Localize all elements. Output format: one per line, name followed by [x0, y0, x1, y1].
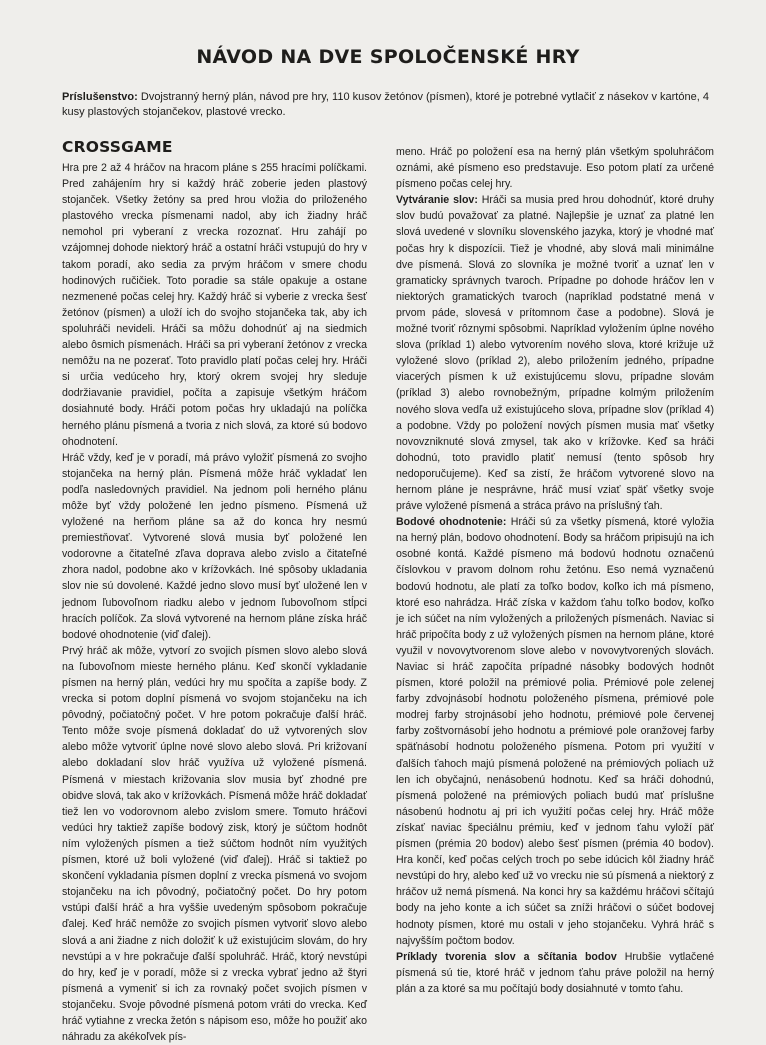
examples-text: Hrubšie vytlačené písmená sú tie, ktoré hráč v jednom ťahu práve položil na herný plán a za ktoré sa mu počítajú body dosiahnuté v tomto ťahu.: [396, 950, 715, 995]
scoring-text: Hráči sú za všetky písmená, ktoré vyložia na herný plán, bodovo ohodnotení. Body sa hráčom pripisujú na ich osobné kontá. Každé písmeno má bodovú hodnotu označenú číslovkou v pravom dolnom rohu žetónu. Eso nemá vyznačenú bodovú hodnotu, ale platí za toľko bodov, koľko ich má písmeno, ktoré eso nahrádza. Hráč získa v každom ťahu toľko bodov, koľko je ich súčet na ním vyložených a priložených písmenách. Naviac si hráč pripočíta body z už vyložených písmen na hernom pláne, ktoré využil v novovytvorenom slove alebo v novovytvorených slovách. Naviac si hráč započíta prípadné násobky bodových hodnôt písmen, ktoré položil na prémiové polia. Prémiové pole zelenej farby zdvojnásobí hodnotu položeného písmena, prémiové pole modrej farby strojnásobí jeho hodnotu, prémiové pole červenej farby zoštvornásobí jeho hodnotu a prémiové pole oranžovej farby späťnásobí hodnotu položeného písmena. Potom pri využití v ďalších ťahoch majú písmená položené na prémiových poliach už len ich obyčajnú, nenásobenú hodnotu. Keď sa hráči dohodnú, písmená položené na prémiových poliach budú mať príslušne násobenú hodnotu aj pri ich využití počas celej hry. Hráč môže získať naviac špeciálnu prémiu, keď v jednom ťahu vyloží päť písmen (prémia 20 bodov) alebo šesť písmen (prémia 40 bodov). Hra končí, keď počas celých troch po sebe idúcich kôl žiadny hráč nevstúpi do hry, alebo keď už vo vrecku nie sú písmená a niektorý z hráčov už nemá písmená. Na konci hry sa každému hráčovi sčítajú body na jeho konte a ich súčet sa zníži hráčovi o súčet bodovej hodnoty písmen, ktoré mu ostali v jeho stojančeku. Vyhrá hráč s najvyšším počtom bodov.: [396, 516, 714, 947]
examples-heading: Príklady tvorenia slov a sčítania bodov: [396, 950, 617, 963]
left-paragraph-1: Hra pre 2 až 4 hráčov na hracom pláne s 255 hracími políčkami. Pred zahájením hry si každý hráč zoberie jeden plastový stojanček. Všetky žetóny sa pred hrou vložia do priloženého plastového vrecka písmenami nadol, aby ich žiadny hráč nemohol pri vyberaní z vrecka rozoznať. Hru zahájí po vzájomnej dohode niektorý hráč a ostatní hráči vstupujú do hry v takom poradí, ako sedia za prvým hráčom v smere chodu hodinových ručičiek. Toto poradie sa stále opakuje a ostane nezmenené počas celej hry. Každý hráč si vyberie z vrecka šesť žetónov (písmen) a uloží ich do svojho stojančeka tak, aby ich spoluhráči nevideli. Hráči sa môžu dohodnúť aj na siedmich alebo ôsmich písmenách. Hráči sa pri vyberaní žetónov z vrecka nemôžu na ne pozerať. Toto pravidlo platí počas celej hry. Hráči si určia vedúceho hry, ktorý okrem svojej hry sleduje dodržiavanie pravidiel, počíta a zapisuje všetkým hráčom dosiahnuté body. Hráči potom počas hry ukladajú na políčka herného plánu písmená a tvoria z nich slová, za ktoré sú bodovo ohodnotení.: [62, 162, 367, 448]
accessories-paragraph: [62, 90, 714, 120]
right-paragraph-examples: [396, 949, 714, 997]
word-creation-text: Hráči sa musia pred hrou dohodnúť, ktoré druhy slov budú považovať za platné. Najlepšie je uznať za platné len slová uvedené v slovníku slovenského jazyka, ktorý je vhodné mať počas hry k dispozícii. Tiež je vhodné, aby slová mali minimálne dve písmená. Slová zo slovníka je možné tvoriť a uznať len v gramaticky správnych tvaroch. Prípadne po dohode hráčov len v niektorých gramatických tvaroch (napríklad podstatné mená v prvom páde, slovesá v prítomnom čase a podobne). Slová je možné tvoriť rôznymi spôsobmi. Napríklad vyložením úplne nového slova (príklad 1) alebo vytvorením nového slova, ktoré križuje už vyložené slovo (príklad 2), alebo priložením jedného, prípadne viacerých písmen k už existujúcemu slovu, prípadne slovám (príklad 3) alebo rovnobežným, prípadne kolmým priložením nového slova vedľa už existujúceho slova, prípadne slov (príklad 4) a podobne. Vždy po položení nových písmen musia mať všetky novovzniknuté slová zmysel, tak ako v krížovke. Keď sa hráči dohodnú, toto pravidlo platiť nemusí (tento spôsob hry nedoporučujeme). Keď sa zistí, že hráčom vytvorené slovo na hernom pláne je nesprávne, hráč musí vziať späť všetky svoje práve vyložené písmená a stráca právo na príslušný ťah.: [396, 194, 714, 513]
accessories-label: Príslušenstvo:: [62, 91, 138, 103]
left-paragraph-3: Prvý hráč ak môže, vytvorí zo svojich písmen slovo alebo slová na ľubovoľnom mieste herného plánu. Keď skončí vykladanie písmen na herný plán, vedúci hry mu spočíta a zapíše body. Z vrecka si potom doplní písmená vo svojom stojančeku na ich pôvodný, počiatočný počet. V hre potom pokračuje ďalší hráč. Tento môže svoje písmená dokladať do už vytvorených slov alebo môže vytvoriť úplne nové slovo alebo slová. Pri križovaní alebo dokladaní slov hráč využíva už vyložené písmená. Písmená v miestach križovania slov musia byť zhodné pre obidve slová, tak ako v krížovkách. Písmená môže hráč dokladať tiež len vo vodorovnom alebo zvislom smere. Tomuto hráčovi vedúci hry taktiež zapíše bodový zisk, ktorý je súčtom hodnôt ním vyložených písmen a tiež súčtom hodnôt ním využitých písmen, ktoré už boli vyložené (viď ďalej). Hráč si taktiež po skončení vykladania písmen doplní z vrecka písmená vo svojom stojančeku na ich pôvodný, počiatočný počet. Do hry potom vstúpi ďalší hráč a hra vyššie uvedeným spôsobom pokračuje ďalej. Keď hráč nemôže zo svojich písmen vytvoriť slovo alebo slová a ani žiadne z nich doložiť k už existujúcim slovám, do hry nevstúpi a v hre pokračuje ďalší spoluhráč. Hráč, ktorý nevstúpi do hry, keď je v poradí, môže si z vrecka vybrať jedno až štyri písmená a vymeniť si ich za rovnaký počet svojich písmen v stojančeku. Svoje pôvodné písmená potom vráti do vrecka. Keď hráč vytiahne z vrecka žetón s nápisom eso, môže ho použiť ako náhradu za akékoľvek pís-: [62, 644, 367, 1044]
right-paragraph-continuation: [396, 144, 714, 192]
right-paragraph-scoring: [396, 514, 714, 949]
right-paragraph-1-text: meno. Hráč po položení esa na herný plán všetkým spoluhráčom oznámi, aké písmeno eso predstavuje. Eso potom platí za určené písmeno počas celej hry.: [396, 146, 714, 191]
right-column: [396, 144, 714, 1045]
left-paragraph-2: Hráč vždy, keď je v poradí, má právo vyložiť písmená zo svojho stojančeka na herný plán. Písmená môže hráč vykladať len podľa nasledovných pravidiel. Na jednom poli herného plánu môže byť vždy položené len jedno písmeno. Písmená už vyložené na herňom pláne sa až do konca hry nesmú premiestňovať. Vytvorené slová musia byť položené len vodorovne a čitateľné zľava doprava alebo zvislo a čitateľné zhora nadol, podobne ako v krížovkách. Iné spôsoby ukladania slov nie sú dovolené. Každé jedno slovo musí byť uložené len v jednom ľubovoľnom riadku alebo v jednom ľubovoľnom stĺpci hracích políčok. Za slová vytvorené na hernom pláne získa hráč bodové ohodnotenie (viď ďalej).: [62, 451, 367, 641]
document-title: NÁVOD NA DVE SPOLOČENSKÉ HRY: [196, 46, 580, 68]
accessories-text: Dvojstranný herný plán, návod pre hry, 110 kusov žetónov (písmen), ktoré je potrebné vytlačiť z násekov v kartóne, 4 kusy plastových stojančekov, plastové vrecko.: [62, 91, 709, 118]
right-paragraph-word-creation: [396, 192, 714, 514]
left-column: [62, 160, 367, 1045]
word-creation-heading: Vytváranie slov:: [396, 194, 478, 207]
section-title-crossgame: CROSSGAME: [62, 138, 173, 156]
scoring-heading: Bodové ohodnotenie:: [396, 516, 507, 529]
